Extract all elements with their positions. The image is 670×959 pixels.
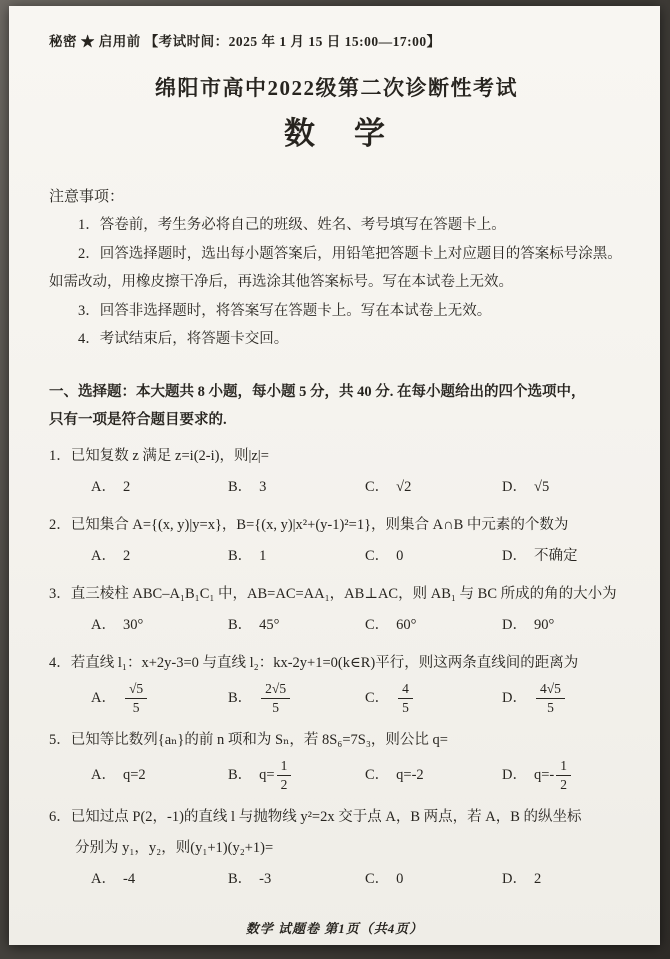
question-6 xyxy=(49,802,624,895)
option-D: D． 90° xyxy=(502,616,555,633)
notice-item-3: 3．回答非选择题时，将答案写在答题卡上。写在本试卷上无效。 xyxy=(78,302,492,319)
question-6-text: 6．已知过点 P(2，-1)的直线 l 与抛物线 y²=2x 交于点 A，B 两点，若 A，B 的纵坐标 xyxy=(49,809,582,826)
option-B: B． 45° xyxy=(228,616,280,633)
option-B xyxy=(228,679,365,718)
option-D: D． 2 xyxy=(502,871,542,888)
option-A: A． 30° xyxy=(91,616,144,633)
option-label: D． xyxy=(502,766,527,783)
option-label: C． xyxy=(365,767,390,784)
option-label: A． xyxy=(91,547,116,564)
question-1 xyxy=(49,441,624,503)
notice-item-1: 1．答卷前，考生务必将自己的班级、姓名、考号填写在答题卡上。 xyxy=(78,217,506,233)
option-label: C． xyxy=(365,616,390,633)
option-label: D． xyxy=(502,547,527,564)
question-3-text: 3．直三棱柱 ABC–A₁B₁C₁ 中，AB=AC=AA₁，AB⊥AC，则 AB₁ 与 BC 所成的角的大小为 xyxy=(49,585,617,602)
option-B: B． 3 xyxy=(228,478,267,495)
question-2 xyxy=(49,510,624,572)
question-4-options xyxy=(49,679,624,718)
option-label: A． xyxy=(91,871,116,888)
option-C xyxy=(365,679,502,718)
question-list xyxy=(49,441,624,896)
option-C: C． q=-2 xyxy=(365,767,424,784)
subject-title: 数 学 xyxy=(284,116,389,151)
option-label: D． xyxy=(502,478,527,495)
option-label: C． xyxy=(365,478,390,495)
option-label: B． xyxy=(228,478,253,495)
option-label: A． xyxy=(91,616,116,633)
option-A xyxy=(91,679,228,718)
option-B: B． 1 xyxy=(228,547,267,564)
question-5 xyxy=(49,725,624,795)
question-4-text: 4．若直线 l₁：x+2y-3=0 与直线 l₂：kx-2y+1=0(k∈R)平行，则这两条直线间的距离为 xyxy=(49,654,579,671)
option-label: D． xyxy=(502,689,527,706)
option-label: C． xyxy=(365,871,390,888)
question-4 xyxy=(49,648,624,718)
option-C: C． 0 xyxy=(365,871,404,888)
paper-sheet xyxy=(9,6,660,945)
section-heading-line: 一、选择题：本大题共 8 小题，每小题 5 分，共 40 分. 在每小题给出的四个选项中， xyxy=(49,383,586,400)
question-6-options xyxy=(49,864,624,895)
option-label: C． xyxy=(365,689,390,706)
option-label: B． xyxy=(228,689,253,706)
option-C: C． 60° xyxy=(365,616,417,633)
fraction: $\frac{2√5}{5}$ xyxy=(261,681,290,716)
option-label: A． xyxy=(91,689,116,706)
option-A: A． q=2 xyxy=(91,767,146,784)
notice-item-4: 4．考试结束后，将答题卡交回。 xyxy=(78,331,289,347)
option-B: B． -3 xyxy=(228,871,272,888)
notice-heading: 注意事项： xyxy=(49,189,125,205)
option-D xyxy=(502,679,565,718)
option-label: A． xyxy=(91,767,116,784)
question-2-text: 2．已知集合 A={(x, y)|y=x}，B={(x, y)|x²+(y-1)²=1}，则集合 A∩B 中元素的个数为 xyxy=(49,516,569,533)
option-A: A． 2 xyxy=(91,478,131,495)
option-label: C． xyxy=(365,547,390,564)
question-6-text: 分别为 y₁，y₂，则(y₁+1)(y₂+1)= xyxy=(75,840,274,857)
option-D: D． 不确定 xyxy=(502,547,578,564)
question-3-options xyxy=(49,610,624,641)
fraction: $\frac{4}{5}$ xyxy=(398,681,413,716)
option-label: B． xyxy=(228,547,253,564)
option-B: B． q= $\frac{1}{2}$ xyxy=(228,756,365,795)
option-D: D． q=- $\frac{1}{2}$ xyxy=(502,756,571,795)
fraction: $\frac{1}{2}$ xyxy=(556,758,571,793)
option-label: D． xyxy=(502,871,527,888)
option-D: D． √5 xyxy=(502,478,550,495)
exam-title: 绵阳市高中2022级第二次诊断性考试 xyxy=(155,76,518,100)
option-label: B． xyxy=(228,616,253,633)
option-A: A． 2 xyxy=(91,547,131,564)
page-footer: 数学 试题卷 第1页（共4页） xyxy=(245,921,424,936)
section-heading xyxy=(49,378,624,434)
notice-item-2: 2．回答选择题时，选出每小题答案后，用铅笔把答题卡上对应题目的答案标号涂黑。如需改动，用橡皮擦干净后，再选涂其他答案标号。写在本试卷上无效。 xyxy=(49,245,622,290)
section-heading-line: 只有一项是符合题目要求的. xyxy=(49,411,227,428)
question-1-text: 1．已知复数 z 满足 z=i(2-i)，则|z|= xyxy=(49,447,269,464)
fraction: $\frac{1}{2}$ xyxy=(277,758,292,793)
question-3 xyxy=(49,579,624,641)
option-label: B． xyxy=(228,871,253,888)
option-C: C． 0 xyxy=(365,547,404,564)
option-A: A． -4 xyxy=(91,871,136,888)
fraction: $\frac{√5}{5}$ xyxy=(125,681,147,716)
question-2-options xyxy=(49,541,624,572)
question-5-options xyxy=(49,756,624,795)
option-label: D． xyxy=(502,616,527,633)
question-5-text: 5．已知等比数列{aₙ}的前 n 项和为 Sₙ，若 8S₆=7S₃，则公比 q= xyxy=(49,731,448,748)
fraction: $\frac{4√5}{5}$ xyxy=(536,681,565,716)
classification-header: 秘密 ★ 启用前 【考试时间：2025 年 1 月 15 日 15:00—17:00】 xyxy=(49,34,441,49)
option-label: A． xyxy=(91,478,116,495)
question-1-options xyxy=(49,472,624,503)
option-label: B． xyxy=(228,766,253,783)
option-C: C． √2 xyxy=(365,478,412,495)
